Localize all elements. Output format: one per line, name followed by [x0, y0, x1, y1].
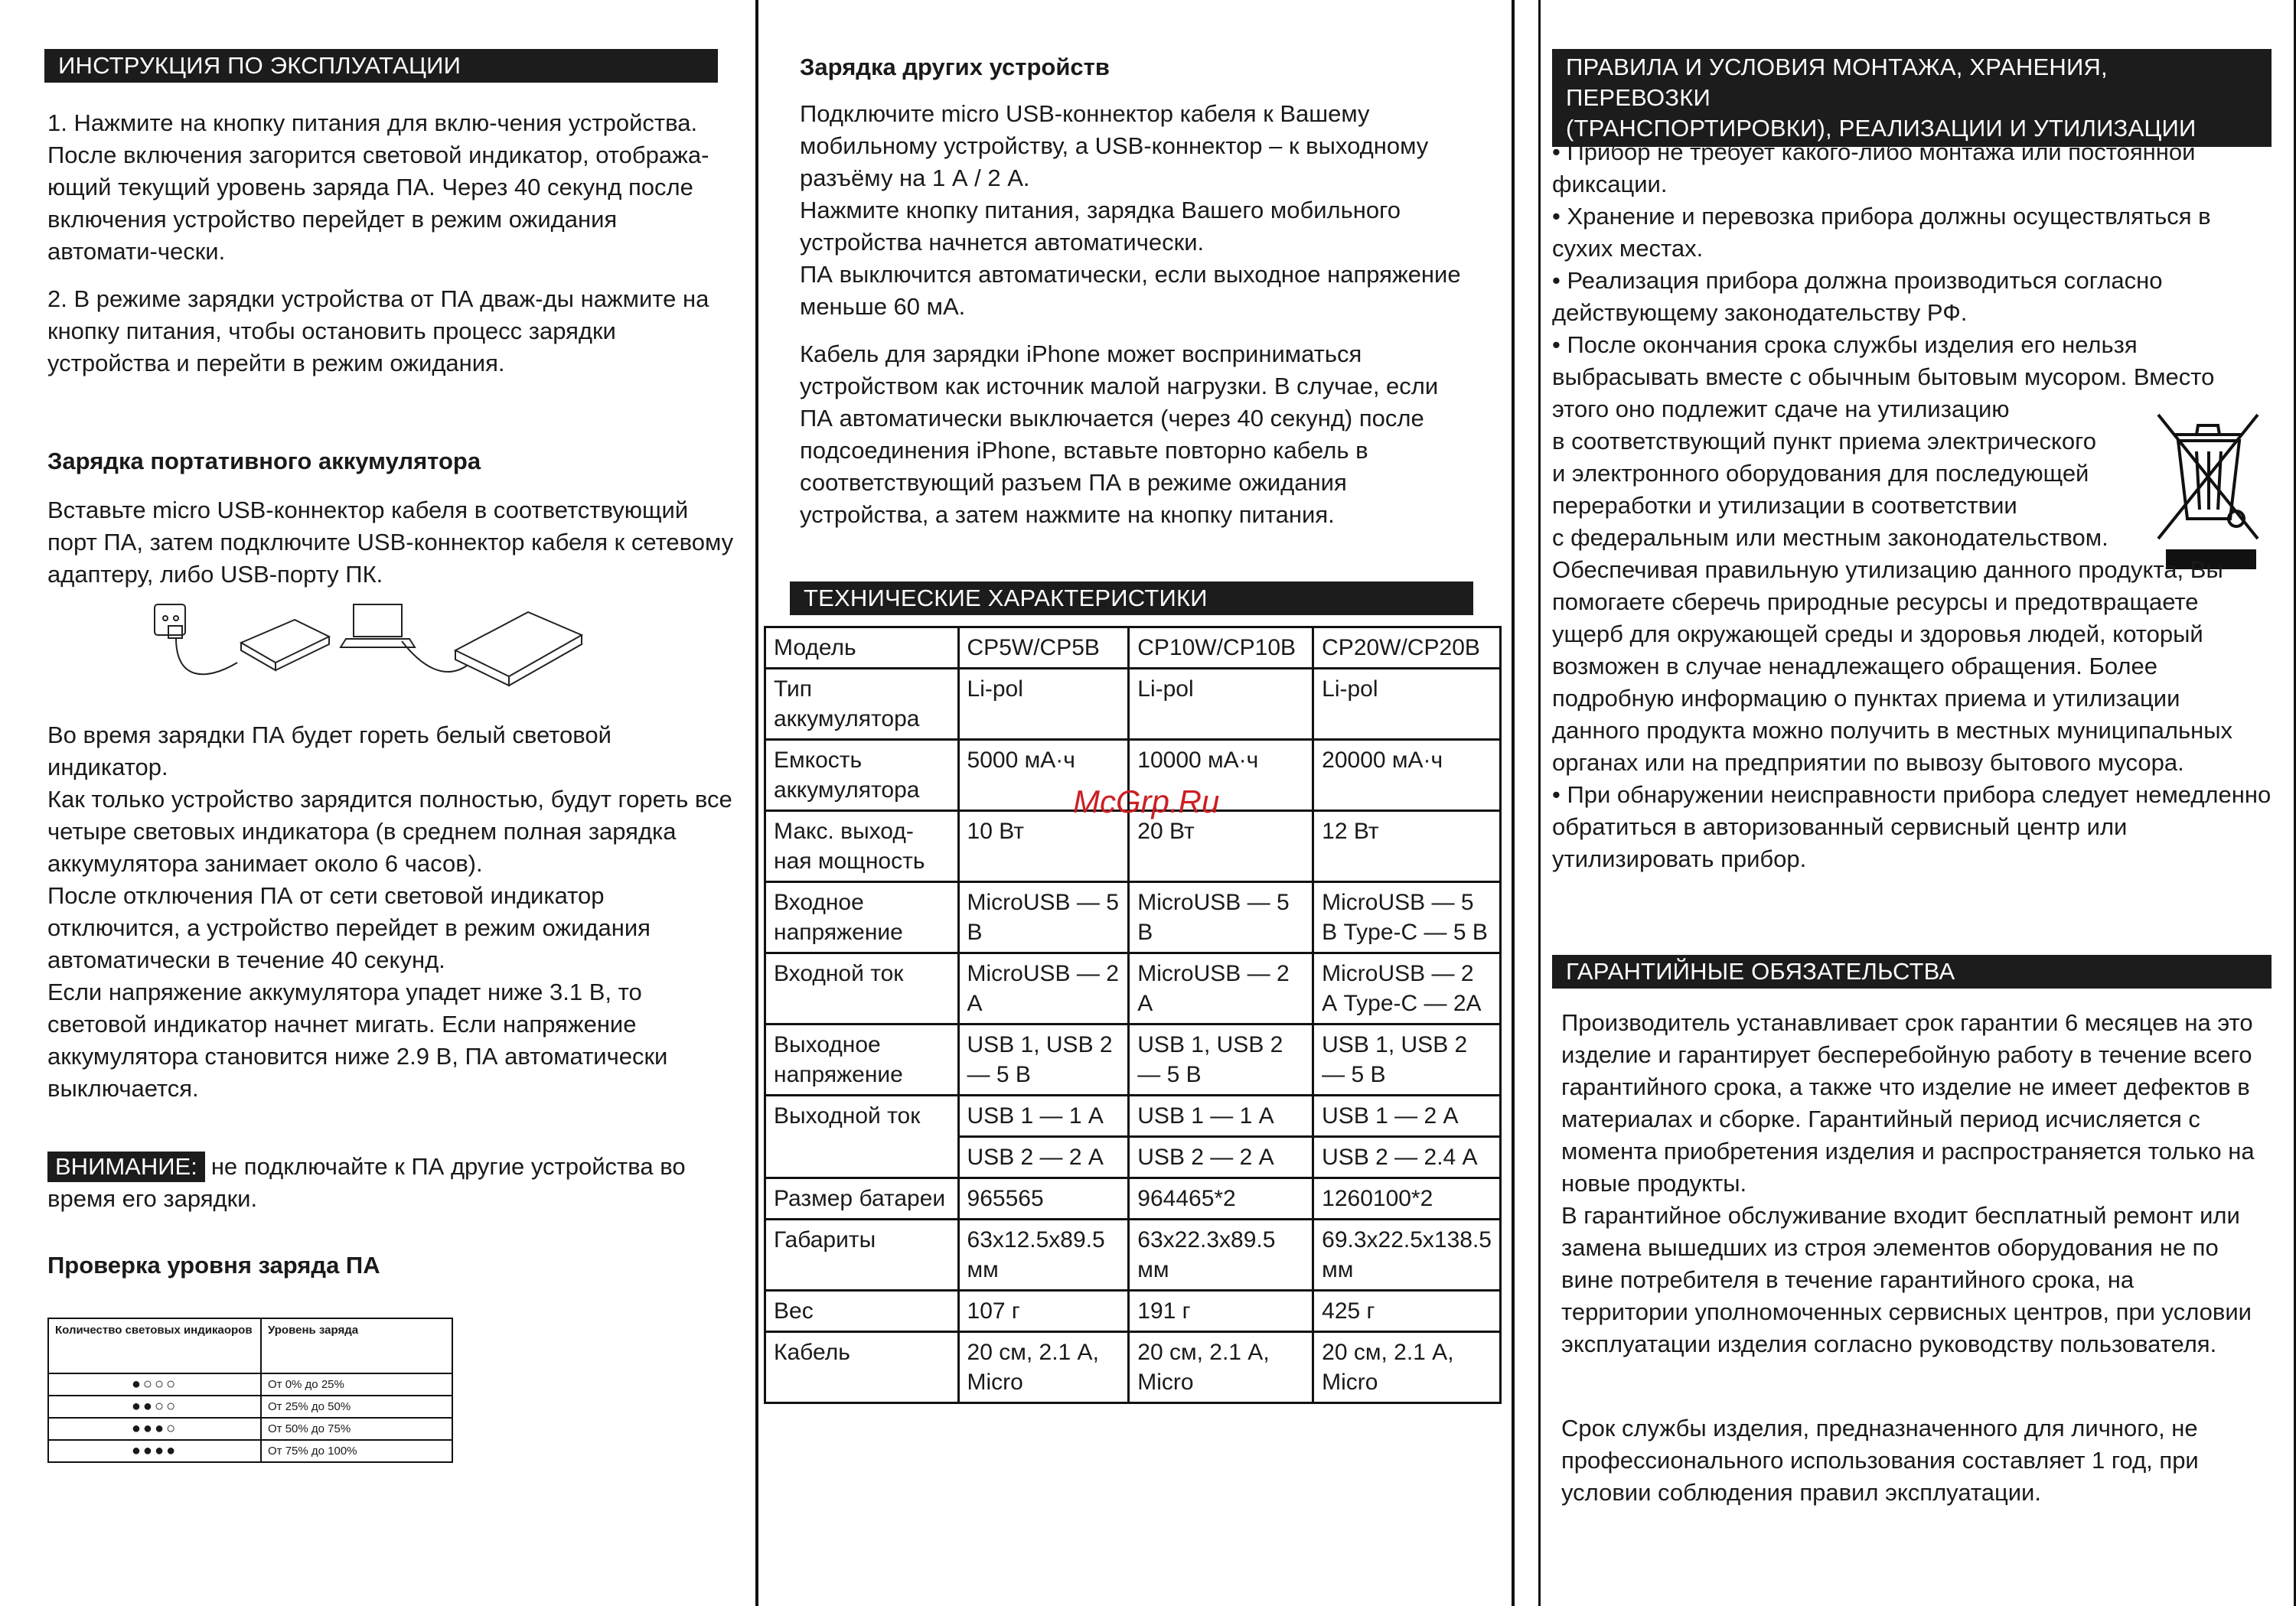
spec-label: Входной ток	[765, 953, 959, 1025]
specs-table	[764, 626, 1502, 1404]
spec-value: 20 см, 2.1 А, Micro	[958, 1332, 1129, 1403]
charge-level: От 25% до 50%	[261, 1396, 452, 1418]
table-row	[765, 1096, 1501, 1137]
spec-value: 5000 мА·ч	[958, 740, 1129, 811]
disposal-rest: Обеспечивая правильную утилизацию данного продукта, Вы помогаете сберечь природные ресурсы и предотвращаете ущерб для окружающей среды и здоровья людей, который возможен в случае ненадлежащего обращения. Более подробную информацию о пунктах приема и утилизации данного продукта можно получить в местных муниципальных органах или на предприятии по вывозу бытового мусора. • При обнаружении неисправности прибора следует немедленно обратиться в авторизованный сервисный центр или утилизировать прибор.	[1552, 556, 2272, 872]
table-row	[765, 1178, 1501, 1220]
charge-level: От 0% до 25%	[261, 1373, 452, 1396]
table-row	[765, 1332, 1501, 1403]
table-row	[765, 627, 1501, 669]
spec-value: Li-pol	[958, 669, 1129, 740]
spec-value: 10 Вт	[958, 811, 1129, 882]
spec-value: USB 1, USB 2 — 5 В	[1129, 1025, 1313, 1096]
spec-label: Размер батареи	[765, 1178, 959, 1220]
instruction-step-2: 2. В режиме зарядки устройства от ПА дваж-ды нажмите на кнопку питания, чтобы остановить процесс зарядки устройства и перейти в режим ожидания.	[47, 285, 709, 376]
spec-value: Li-pol	[1313, 669, 1501, 740]
table-row	[48, 1440, 452, 1462]
level-table-col-level: Уровень заряда	[261, 1318, 452, 1373]
divider-left-middle	[755, 0, 758, 1606]
divider-middle-right	[1512, 0, 1515, 1606]
instruction-step-1: 1. Нажмите на кнопку питания для вклю-чения устройства. После включения загорится световой индикатор, отобража-ющий текущий уровень заряда ПА. Через 40 секунд после включения устройство перейдет в режим ожидания автомати-чески.	[47, 109, 709, 265]
spec-label: Выходное напряжение	[765, 1025, 959, 1096]
spec-label: Емкость аккумулятора	[765, 740, 959, 811]
spec-value: USB 1, USB 2 — 5 В	[958, 1025, 1129, 1096]
spec-value: MicroUSB — 5 В	[958, 882, 1129, 953]
spec-value: 1260100*2	[1313, 1178, 1501, 1220]
spec-header-model-3: CP20W/CP20B	[1313, 627, 1501, 669]
spec-value: 20 см, 2.1 А, Micro	[1129, 1332, 1313, 1403]
rules-title-bar	[1552, 49, 2272, 147]
spec-value: 965565	[958, 1178, 1129, 1220]
spec-value: MicroUSB — 2 А Type-C — 2А	[1313, 953, 1501, 1025]
rules-bullets: • Прибор не требует какого-либо монтажа или постоянной фиксации. • Хранение и перевозка прибора должны осуществляться в сухих местах. • Реализация прибора должна производиться согласно действующему законодательству РФ. • После окончания срока службы изделия его нельзя выбрасывать вместе с обычным бытовым мусором. Вместо этого оно подлежит сдаче на утилизацию	[1552, 138, 2215, 422]
spec-value: USB 1 — 1 А	[958, 1096, 1129, 1137]
level-check-heading: Проверка уровня заряда ПА	[47, 1252, 380, 1279]
spec-value: 425 г	[1313, 1291, 1501, 1332]
spec-label: Тип аккумулятора	[765, 669, 959, 740]
indicator-dots: ●●○○	[48, 1396, 261, 1418]
spec-value: USB 1 — 2 А	[1313, 1096, 1501, 1137]
spec-value: 63x12.5x89.5 мм	[958, 1220, 1129, 1291]
spec-value: 191 г	[1129, 1291, 1313, 1332]
disposal-lines: в соответствующий пункт приема электрического и электронного оборудования для последующей переработки и утилизации в соответствии с федеральным или местным законодательством.	[1552, 428, 2108, 551]
spec-label: Выходной ток	[765, 1096, 959, 1178]
spec-value: 69.3x22.5x138.5 мм	[1313, 1220, 1501, 1291]
service-life-text: Срок службы изделия, предназначенного для личного, не профессионального использования составляет 1 год, при условии соблюдения правил эксплуатации.	[1561, 1415, 2199, 1506]
spec-value: MicroUSB — 5 В	[1129, 882, 1313, 953]
table-row	[765, 1220, 1501, 1291]
warning-label: ВНИМАНИЕ:	[47, 1152, 205, 1182]
charging-notes: Во время зарядки ПА будет гореть белый световой индикатор. Как только устройство зарядится полностью, будут гореть все четыре световых индикатора (в среднем полная зарядка аккумулятора занимает около 6 часов). После отключения ПА от сети световой индикатор отключится, а устройство перейдет в режим ожидания автоматически в течение 40 секунд. Если напряжение аккумулятора упадет ниже 3.1 В, то световой индикатор начнет мигать. Если напряжение аккумулятора становится ниже 2.9 В, ПА автоматически выключается.	[47, 722, 732, 1102]
table-row	[765, 882, 1501, 953]
spec-value: MicroUSB — 2 А	[1129, 953, 1313, 1025]
spec-value: USB 1 — 1 А	[1129, 1096, 1313, 1137]
rules-title-line-2: (ТРАНСПОРТИРОВКИ), РЕАЛИЗАЦИИ И УТИЛИЗАЦИИ	[1566, 115, 2197, 142]
table-row	[765, 953, 1501, 1025]
table-row	[48, 1373, 452, 1396]
iphone-note: Кабель для зарядки iPhone может восприниматься устройством как источник малой нагрузки. В случае, если ПА автоматически выключается (через 40 секунд) после подсоединения iPhone, вставьте повторно кабель в соответствующий разъем ПА в режиме ожидания устройства, а затем нажмите на кнопку питания.	[800, 340, 1439, 528]
spec-value: USB 1, USB 2 — 5 В	[1313, 1025, 1501, 1096]
spec-value: 107 г	[958, 1291, 1129, 1332]
indicator-dots: ●●●○	[48, 1418, 261, 1440]
spec-label: Входное напряжение	[765, 882, 959, 953]
charge-level: От 75% до 100%	[261, 1440, 452, 1462]
warning-note	[47, 1151, 729, 1215]
charge-battery-heading: Зарядка портативного аккумулятора	[47, 448, 481, 474]
indicator-dots: ●○○○	[48, 1373, 261, 1396]
table-row	[765, 1291, 1501, 1332]
rules-title-line-1: ПРАВИЛА И УСЛОВИЯ МОНТАЖА, ХРАНЕНИЯ, ПЕРЕВОЗКИ	[1566, 54, 2108, 111]
spec-label: Габариты	[765, 1220, 959, 1291]
warranty-title-bar: ГАРАНТИЙНЫЕ ОБЯЗАТЕЛЬСТВА	[1552, 955, 2272, 989]
warranty-text: Производитель устанавливает срок гарантии 6 месяцев на это изделие и гарантирует бесперебойную работу в течение всего гарантийного срока, а также что изделие не имеет дефектов в материалах и сборке. Гарантийный период исчисляется с момента приобретения изделия и распространяется только на новые продукты. В гарантийное обслуживание входит бесплатный ремонт или замена вышедших из строя элементов оборудования не по вине потребителя в течение гарантийного срока, на территории уполномоченных сервисных центров, при условии эксплуатации изделия согласно руководству пользователя.	[1561, 1009, 2255, 1357]
spec-header-model-1: CP5W/CP5B	[958, 627, 1129, 669]
spec-value: 964465*2	[1129, 1178, 1313, 1220]
charging-illustration	[145, 597, 605, 696]
spec-label: Кабель	[765, 1332, 959, 1403]
spec-value: 63x22.3x89.5 мм	[1129, 1220, 1313, 1291]
watermark-text: McGrp.Ru	[1073, 783, 1220, 819]
charge-level: От 50% до 75%	[261, 1418, 452, 1440]
spec-value: Li-pol	[1129, 669, 1313, 740]
other-devices-heading: Зарядка других устройств	[800, 54, 1110, 80]
instructions-title-bar: ИНСТРУКЦИЯ ПО ЭКСПЛУАТАЦИИ	[44, 49, 718, 83]
spec-value: 20000 мА·ч	[1313, 740, 1501, 811]
charge-level-table	[47, 1318, 453, 1463]
spec-value: MicroUSB — 2 А	[958, 953, 1129, 1025]
warning-text: не подключайте к ПА другие устройства во время его зарядки.	[47, 1153, 686, 1212]
charge-battery-text: Вставьте micro USB-коннектор кабеля в соответствующий порт ПА, затем подключите USB-коннектор кабеля к сетевому адаптеру, либо USB-порту ПК.	[47, 497, 734, 588]
spec-header-model-2: CP10W/CP10B	[1129, 627, 1313, 669]
weee-bin-icon	[2151, 404, 2265, 572]
table-row	[765, 1025, 1501, 1096]
spec-value: 20 Вт	[1129, 811, 1313, 882]
spec-label: Вес	[765, 1291, 959, 1332]
level-table-col-indicators: Количество световых индикаоров	[48, 1318, 261, 1373]
spec-value: 10000 мА·ч	[1129, 740, 1313, 811]
spec-value: USB 2 — 2 А	[1129, 1137, 1313, 1178]
table-row	[765, 669, 1501, 740]
spec-value: USB 2 — 2.4 А	[1313, 1137, 1501, 1178]
spec-value: 12 Вт	[1313, 811, 1501, 882]
specs-title-bar: ТЕХНИЧЕСКИЕ ХАРАКТЕРИСТИКИ	[790, 581, 1473, 615]
spec-value: 20 см, 2.1 А, Micro	[1313, 1332, 1501, 1403]
spec-label: Макс. выход-ная мощность	[765, 811, 959, 882]
table-row	[765, 811, 1501, 882]
other-devices-text: Подключите micro USB-коннектор кабеля к Вашему мобильному устройству, а USB-коннектор – к выходному разъёму на 1 А / 2 А. Нажмите кнопку питания, зарядка Вашего мобильного устройства начнется автоматически. ПА выключится автоматически, если выходное напряжение меньше 60 мА.	[800, 100, 1461, 320]
indicator-dots: ●●●●	[48, 1440, 261, 1462]
spec-value: MicroUSB — 5 В Type-C — 5 В	[1313, 882, 1501, 953]
spec-value: USB 2 — 2 А	[958, 1137, 1129, 1178]
table-row	[48, 1396, 452, 1418]
table-row	[48, 1418, 452, 1440]
spec-header-model: Модель	[765, 627, 959, 669]
